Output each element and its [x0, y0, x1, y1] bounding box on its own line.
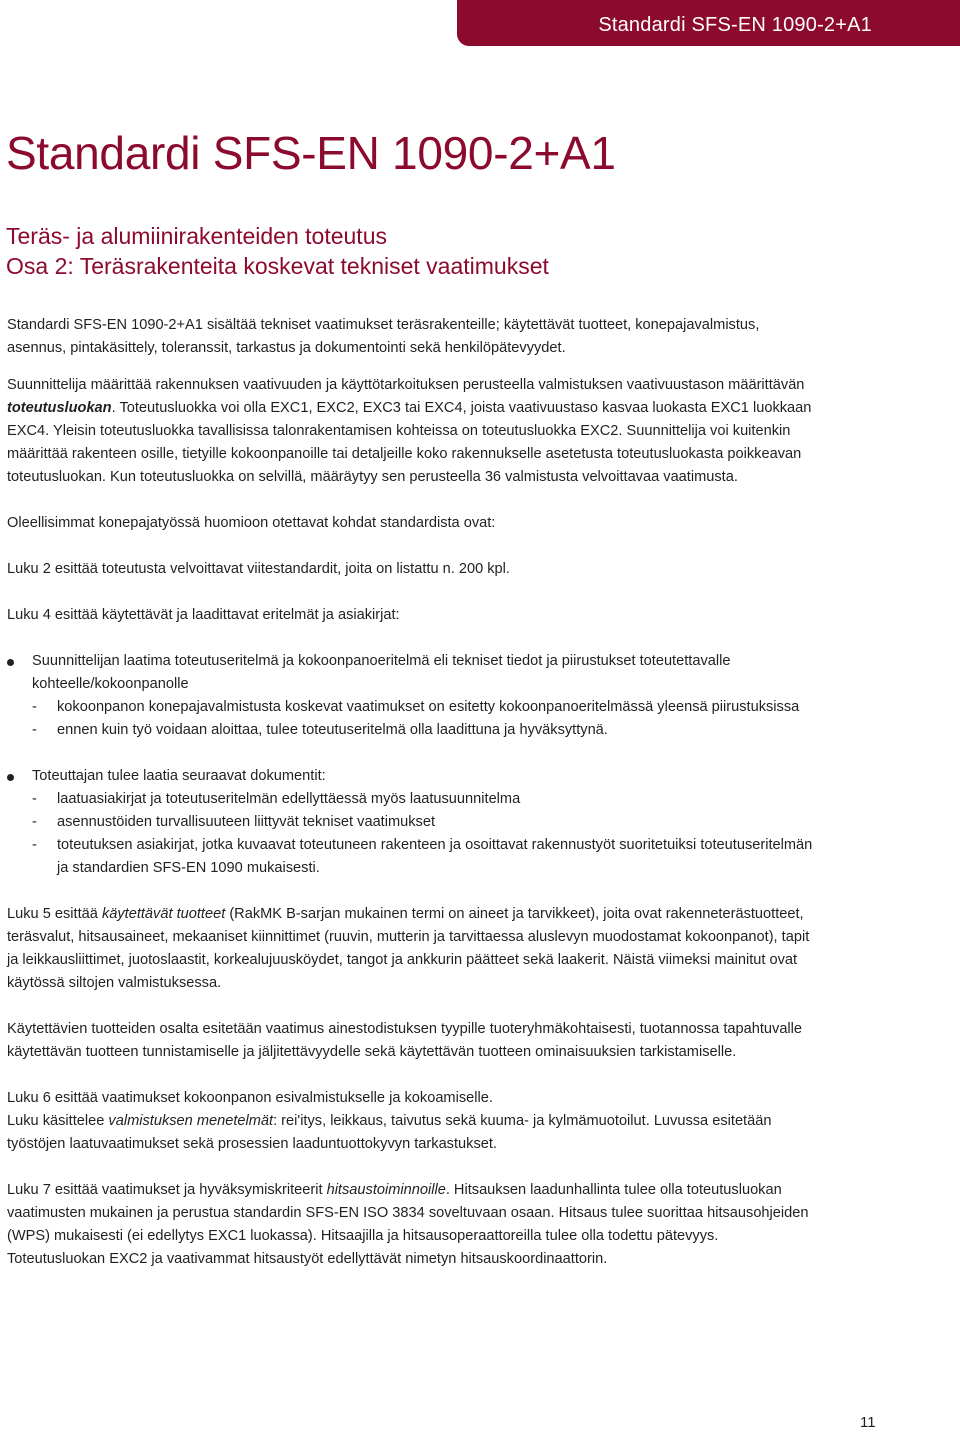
subtitle-line-2: Osa 2: Teräsrakenteita koskevat tekniset vaatimukset	[6, 253, 549, 279]
dash-item: - kokoonpanon konepajavalmistusta koskevat vaatimukset on esitetty kokoonpanoeritelmässä yleensä piirustuksissa	[7, 696, 815, 719]
dash-item: - asennustöiden turvallisuuteen liittyvät tekniset vaatimukset	[7, 811, 815, 834]
paragraph-intro: Standardi SFS-EN 1090-2+A1 sisältää tekniset vaatimukset teräsrakenteille; käytettävät tuotteet, konepajavalmistus, asennus, pintakäsittely, toleranssit, tarkastus ja dokumentointi sekä henkilöpätevyydet.	[7, 317, 760, 356]
dash-icon: -	[32, 837, 37, 853]
bullet-item: Toteuttajan tulee laatia seuraavat dokumentit:	[7, 765, 815, 788]
header-tab	[457, 0, 960, 46]
dash-item: - ennen kuin työ voidaan aloittaa, tulee toteutuseritelmä olla laadittuna ja hyväksyttynä.	[7, 719, 815, 742]
dash-item: - laatuasiakirjat ja toteutuseritelmän edellyttäessä myös laatusuunnitelma	[7, 788, 815, 811]
term-hitsaustoiminnoille: hitsaustoiminnoille	[326, 1182, 446, 1198]
dash-icon: -	[32, 791, 37, 807]
subtitle-line-1: Teräs- ja alumiinirakenteiden toteutus	[6, 223, 387, 249]
page-title: Standardi SFS-EN 1090-2+A1	[6, 127, 616, 179]
term-valmistuksen-menetelmat: valmistuksen menetelmät	[108, 1113, 274, 1129]
paragraph-chapter-7: Luku 7 esittää vaatimukset ja hyväksymiskriteerit hitsaustoiminnoille. Hitsauksen laadunhallinta tulee olla toteutusluokan vaatimusten mukainen ja perustua standardin SFS-EN ISO 3834 soveltuvaan osaan. Hitsaus tulee suorittaa hitsausohjeiden (WPS) mukaisesti (ei edellytys EXC1 luokassa). Hitsaajilla ja hitsausoperaattoreilla tulee olla todettu pätevyys. Toteutusluokan EXC2 ja vaativammat hitsaustyöt edellyttävät nimetyn hitsauskoordinaattorin.	[7, 1182, 809, 1267]
dash-icon: -	[32, 722, 37, 738]
header-tab-label: Standardi SFS-EN 1090-2+A1	[598, 14, 872, 36]
bullet-icon	[7, 774, 14, 781]
paragraph-chapter-4: Luku 4 esittää käytettävät ja laadittavat eritelmät ja asiakirjat:	[7, 607, 400, 623]
subtitle	[6, 221, 549, 281]
page-header	[0, 0, 960, 46]
paragraph-chapter-5: Luku 5 esittää käytettävät tuotteet (RakMK B-sarjan mukainen termi on aineet ja tarvikkeet), joita ovat rakenneterästuotteet, teräsvalut, hitsausaineet, mekaaniset kiinnittimet (ruuvin, mutterin ja tarvittaessa aluslevyn muodostamat kokoonpanot), tapit ja leikkausliittimet, juotoslaastit, korkealujuusköydet, tangot ja ankkurin päätteet sekä laakerit. Näistä viimeksi mainitut ovat käytössä siltojen valmistuksessa.	[7, 906, 810, 991]
page-number: 11	[860, 1414, 876, 1431]
paragraph-chapter-2: Luku 2 esittää toteutusta velvoittavat viitestandardit, joita on listattu n. 200 kpl.	[7, 561, 510, 577]
term-toteutusluokan: toteutusluokan	[7, 400, 112, 416]
term-kaytettavat-tuotteet: käytettävät tuotteet	[101, 906, 226, 922]
paragraph-key-points: Oleellisimmat konepajatyössä huomioon otettavat kohdat standardista ovat:	[7, 515, 496, 531]
paragraph-chapter-6: Luku 6 esittää vaatimukset kokoonpanon esivalmistukselle ja kokoamiselle.	[7, 1090, 493, 1106]
paragraph-execution-class: Suunnittelija määrittää rakennuksen vaativuuden ja käyttötarkoituksen perusteella valmistuksen vaativuustason määrittävän toteutusluokan. Toteutusluokka voi olla EXC1, EXC2, EXC3 tai EXC4, joista vaativuustaso kasvaa luokasta EXC1 luokkaan EXC4. Yleisin toteutusluokka tavallisissa talonrakentamisen kohteissa on toteutusluokka EXC2. Suunnittelija voi kuitenkin määrittää rakenteen osille, tietyille kokoonpanoille tai detaljeille koko rakennukselle asetetusta toteutusluokasta poikkeavan toteutusluokan. Kun toteutusluokka on selvillä, määräytyy sen perusteella 36 valmistusta velvoittavaa vaatimusta.	[7, 377, 812, 485]
bullet-icon	[7, 659, 14, 666]
dash-item: - toteutuksen asiakirjat, jotka kuvaavat toteutuneen rakenteen ja osoittavat rakennustyöt suoritetuiksi toteutuseritelmän ja standardien SFS-EN 1090 mukaisesti.	[7, 834, 815, 880]
body-text	[7, 314, 815, 1271]
paragraph-manufacturing-methods: Luku käsittelee valmistuksen menetelmät: rei'itys, leikkaus, taivutus sekä kuuma- ja kylmämuotoilut. Luvussa esitetään työstöjen laatuvaatimukset sekä prosessien laaduntuottokyvyn tarkastukset.	[7, 1113, 772, 1152]
paragraph-products: Käytettävien tuotteiden osalta esitetään vaatimus ainestodistuksen tyypille tuoteryhmäkohtaisesti, tuotannossa tapahtuvalle käytettävän tuotteen tunnistamiselle ja jäljitettävyydelle sekä käytettävän tuotteen ominaisuuksien tarkistamiselle.	[7, 1021, 803, 1060]
dash-icon: -	[32, 814, 37, 830]
dash-icon: -	[32, 699, 37, 715]
bullet-item: Suunnittelijan laatima toteutuseritelmä ja kokoonpanoeritelmä eli tekniset tiedot ja piirustukset toteutettavalle kohteelle/kokoonpanolle	[7, 650, 815, 696]
